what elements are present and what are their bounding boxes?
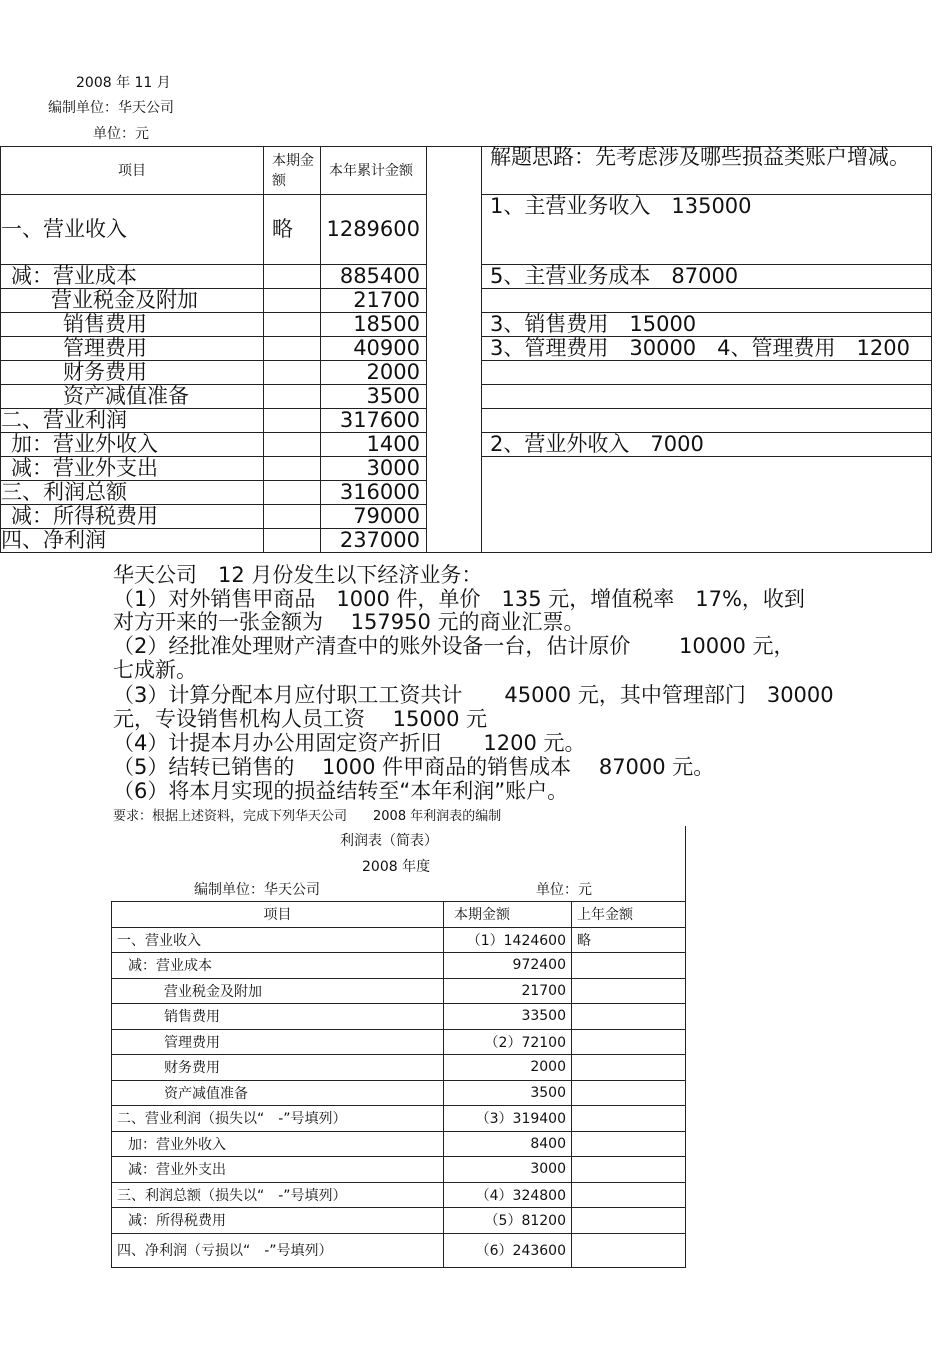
row-label: 营业税金及附加 xyxy=(112,978,444,1004)
row-current: 3000 xyxy=(444,1157,572,1183)
row-label: 二、营业利润（损失以“ -”号填列） xyxy=(112,1106,444,1132)
row-current xyxy=(264,361,321,385)
report-date: 2008 年 11 月 xyxy=(76,75,171,91)
table-row xyxy=(112,1182,686,1208)
problem-line: （4）计提本月办公用固定资产折旧 1200 元。 xyxy=(113,731,586,755)
report-currency: 单位：元 xyxy=(536,882,592,898)
table-row xyxy=(112,1055,686,1081)
row-current xyxy=(264,505,321,529)
problem-line: （1）对外销售甲商品 1000 件，单价 135 元，增值税率 17%，收到 xyxy=(113,587,805,611)
row-current xyxy=(264,481,321,505)
row-current: 972400 xyxy=(444,953,572,979)
row-ytd: 317600 xyxy=(321,409,427,433)
row-label: 三、利润总额（损失以“ -”号填列） xyxy=(112,1182,444,1208)
currency-unit: 单位：元 xyxy=(93,126,149,142)
row-label: 四、净利润（亏损以“ -”号填列） xyxy=(112,1233,444,1267)
row-note xyxy=(482,361,932,385)
col-item-header: 项目 xyxy=(1,147,264,195)
table-row xyxy=(112,1029,686,1055)
table-row xyxy=(112,1233,686,1267)
row-current: （1）1424600 xyxy=(444,927,572,953)
row-current xyxy=(264,433,321,457)
row-prev xyxy=(572,1106,686,1132)
row-note xyxy=(482,289,932,313)
row-label: 减：营业外支出 xyxy=(112,1157,444,1183)
report-frame-line xyxy=(685,826,686,901)
row-label: 营业税金及附加 xyxy=(1,289,264,313)
income-statement-table xyxy=(111,901,686,1268)
table-row xyxy=(112,1080,686,1106)
row-current xyxy=(264,313,321,337)
row-current xyxy=(264,529,321,553)
row-note xyxy=(482,505,932,529)
col-ytd-header: 本年累计金额 xyxy=(321,147,427,195)
row-ytd: 885400 xyxy=(321,265,427,289)
table-row xyxy=(112,1106,686,1132)
row-prev xyxy=(572,953,686,979)
row-note: 3、销售费用 15000 xyxy=(482,313,932,337)
col-current-header: 本期金额 xyxy=(444,902,572,928)
row-prev xyxy=(572,1080,686,1106)
row-prev xyxy=(572,1131,686,1157)
row-note xyxy=(482,457,932,481)
row-label: 三、利润总额 xyxy=(1,481,264,505)
row-prev xyxy=(572,1208,686,1234)
row-ytd: 316000 xyxy=(321,481,427,505)
row-label: 加：营业外收入 xyxy=(112,1131,444,1157)
table-row xyxy=(112,953,686,979)
row-current: （6）243600 xyxy=(444,1233,572,1267)
row-label: 销售费用 xyxy=(112,1004,444,1030)
row-current xyxy=(264,337,321,361)
notes-title: 解题思路：先考虑涉及哪些损益类账户增减。 xyxy=(482,147,932,195)
row-prev xyxy=(572,1157,686,1183)
problem-line: 华天公司 12 月份发生以下经济业务： xyxy=(113,563,483,587)
row-ytd: 40900 xyxy=(321,337,427,361)
row-label: 减：所得税费用 xyxy=(1,505,264,529)
row-label: 资产减值准备 xyxy=(1,385,264,409)
row-label: 管理费用 xyxy=(112,1029,444,1055)
row-label: 四、净利润 xyxy=(1,529,264,553)
row-prev xyxy=(572,978,686,1004)
row-current: 2000 xyxy=(444,1055,572,1081)
ytd-income-table xyxy=(0,146,932,553)
row-label: 财务费用 xyxy=(112,1055,444,1081)
row-ytd: 3500 xyxy=(321,385,427,409)
row-label: 加：营业外收入 xyxy=(1,433,264,457)
row-note: 5、主营业务成本 87000 xyxy=(482,265,932,289)
report-unit: 编制单位：华天公司 xyxy=(194,882,320,898)
row-current xyxy=(264,457,321,481)
row-label: 财务费用 xyxy=(1,361,264,385)
row-current xyxy=(264,265,321,289)
row-label: 一、营业收入 xyxy=(112,927,444,953)
row-current: 3500 xyxy=(444,1080,572,1106)
problem-line: 七成新。 xyxy=(113,658,197,682)
row-label: 一、营业收入 xyxy=(1,195,264,265)
row-label: 减：营业成本 xyxy=(112,953,444,979)
row-ytd: 237000 xyxy=(321,529,427,553)
row-prev xyxy=(572,1182,686,1208)
row-prev xyxy=(572,1029,686,1055)
table-row xyxy=(112,1208,686,1234)
row-current: 略 xyxy=(264,195,321,265)
problem-line: 元，专设销售机构人员工资 15000 元 xyxy=(113,707,488,731)
row-current xyxy=(264,385,321,409)
row-ytd: 3000 xyxy=(321,457,427,481)
row-label: 减：所得税费用 xyxy=(112,1208,444,1234)
row-note: 1、主营业务收入 135000 xyxy=(482,195,932,265)
row-label: 减：营业外支出 xyxy=(1,457,264,481)
row-note xyxy=(482,385,932,409)
row-ytd: 2000 xyxy=(321,361,427,385)
requirement-text: 要求：根据上述资料，完成下列华天公司 2008 年利润表的编制 xyxy=(113,809,502,824)
problem-line: （3）计算分配本月应付职工工资共计 45000 元，其中管理部门 30000 xyxy=(113,683,834,707)
row-current: 33500 xyxy=(444,1004,572,1030)
row-current: 21700 xyxy=(444,978,572,1004)
table-row xyxy=(112,978,686,1004)
problem-line: （2）经批准处理财产清查中的账外设备一台，估计原价 10000 元， xyxy=(113,634,795,658)
table-header-row xyxy=(112,902,686,928)
table-row xyxy=(112,1004,686,1030)
row-label: 二、营业利润 xyxy=(1,409,264,433)
row-label: 销售费用 xyxy=(1,313,264,337)
table-row xyxy=(112,1131,686,1157)
row-current: （4）324800 xyxy=(444,1182,572,1208)
row-current: 8400 xyxy=(444,1131,572,1157)
problem-line: （5）结转已销售的 1000 件甲商品的销售成本 87000 元。 xyxy=(113,755,715,779)
col-prev-header: 上年金额 xyxy=(572,902,686,928)
problem-line: （6）将本月实现的损益结转至“本年利润”账户。 xyxy=(113,779,569,803)
row-ytd: 21700 xyxy=(321,289,427,313)
problem-line: 对方开来的一张金额为 157950 元的商业汇票。 xyxy=(113,610,585,634)
row-current: （3）319400 xyxy=(444,1106,572,1132)
row-current: （2）72100 xyxy=(444,1029,572,1055)
row-label: 减：营业成本 xyxy=(1,265,264,289)
col-current-header: 本期金额 xyxy=(264,147,321,195)
row-note xyxy=(482,409,932,433)
row-ytd: 1289600 xyxy=(321,195,427,265)
spacer-column xyxy=(427,147,482,553)
table-header-row xyxy=(1,147,932,195)
table-row xyxy=(112,927,686,953)
row-note: 2、营业外收入 7000 xyxy=(482,433,932,457)
row-note xyxy=(482,529,932,553)
row-note xyxy=(482,481,932,505)
row-prev: 略 xyxy=(572,927,686,953)
row-ytd: 79000 xyxy=(321,505,427,529)
row-ytd: 1400 xyxy=(321,433,427,457)
report-title: 利润表（简表） xyxy=(340,833,438,849)
row-prev xyxy=(572,1055,686,1081)
row-ytd: 18500 xyxy=(321,313,427,337)
row-current: （5）81200 xyxy=(444,1208,572,1234)
report-year: 2008 年度 xyxy=(362,859,431,875)
row-current xyxy=(264,409,321,433)
row-prev xyxy=(572,1004,686,1030)
row-label: 管理费用 xyxy=(1,337,264,361)
col-item-header: 项目 xyxy=(112,902,444,928)
company-unit: 编制单位：华天公司 xyxy=(48,100,174,116)
table-row xyxy=(112,1157,686,1183)
row-current xyxy=(264,289,321,313)
row-note: 3、管理费用 30000 4、管理费用 1200 xyxy=(482,337,932,361)
row-label: 资产减值准备 xyxy=(112,1080,444,1106)
row-prev xyxy=(572,1233,686,1267)
